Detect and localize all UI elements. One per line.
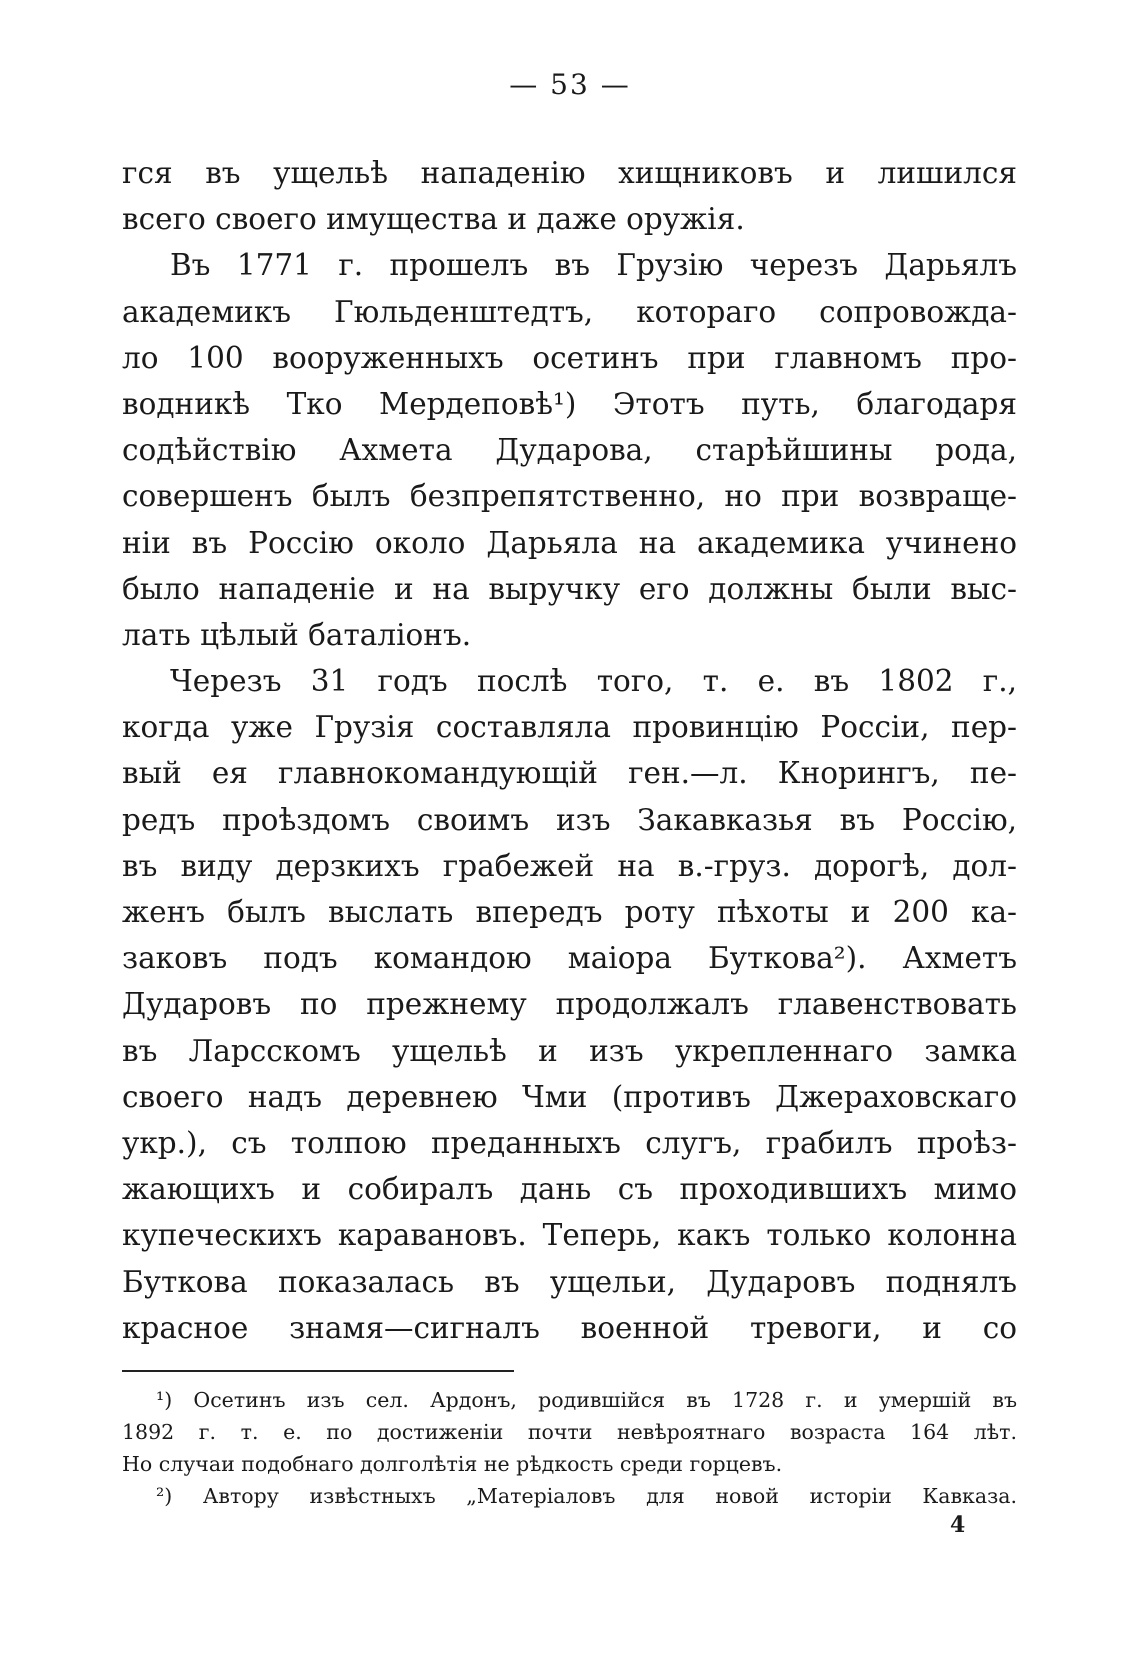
text-line: всего своего имущества и даже оружія.	[122, 202, 745, 237]
text-line: ло 100 вооруженныхъ осетинъ при главномъ про-	[122, 340, 1017, 375]
text-line: купеческихъ каравановъ. Теперь, какъ только колонна	[122, 1218, 1017, 1253]
text-line: ніи въ Россію около Дарьяла на академика учинено	[122, 525, 1017, 560]
text-line: Буткова показалась въ ущельи, Дударовъ поднялъ	[122, 1264, 1017, 1299]
text-line: женъ былъ выслать впередъ роту пѣхоты и 200 ка-	[122, 895, 1017, 929]
text-line: было нападеніе и на выручку его должны были выс-	[122, 571, 1017, 606]
footnote-line: ¹) Осетинъ изъ сел. Ардонъ, родившійся въ 1728 г. и умершій въ	[156, 1388, 1017, 1412]
text-line: совершенъ былъ безпрепятственно, но при возвраще-	[122, 479, 1017, 514]
body-text	[122, 150, 1017, 1351]
text-line: когда уже Грузія составляла провинцію Россіи, пер-	[122, 710, 1017, 745]
text-line: Въ 1771 г. прошелъ въ Грузію черезъ Дарьялъ	[170, 248, 1017, 283]
footnote-line: ²) Автору извѣстныхъ „Матеріаловъ для новой исторіи Кавказа.	[156, 1484, 1017, 1508]
text-line: лать цѣлый баталіонъ.	[122, 617, 472, 652]
footnote-line: Но случаи подобнаго долголѣтія не рѣдкость среди горцевъ.	[122, 1452, 783, 1476]
footnotes	[122, 1384, 1017, 1512]
text-line: своего надъ деревнею Чми (противъ Джераховскаго	[122, 1079, 1017, 1114]
text-line: въ Ларсскомъ ущельѣ и изъ укрепленнаго замка	[122, 1033, 1017, 1068]
text-line: заковъ подъ командою маіора Буткова²). Ахметъ	[122, 941, 1017, 976]
text-line: академикъ Гюльденштедтъ, котораго сопровожда-	[122, 294, 1017, 329]
text-line: вый ея главнокомандующій ген.—л. Кнорингъ, пе-	[122, 756, 1017, 791]
footnote-divider	[122, 1370, 514, 1372]
text-line: редъ проѣздомъ своимъ изъ Закавказья въ Россію,	[122, 802, 1017, 837]
text-line: жающихъ и собиралъ дань съ проходившихъ мимо	[122, 1172, 1017, 1207]
text-line: Черезъ 31 годъ послѣ того, т. е. въ 1802 г.,	[170, 664, 1017, 699]
text-line: содѣйствію Ахмета Дударова, старѣйшины рода,	[122, 433, 1017, 468]
text-line: Дударовъ по прежнему продолжалъ главенствовать	[122, 987, 1017, 1022]
text-line: гся въ ущельѣ нападенію хищниковъ и лишился	[122, 156, 1017, 190]
footnote-line: 1892 г. т. е. по достиженіи почти невѣроятнаго возраста 164 лѣт.	[122, 1420, 1017, 1444]
text-line: укр.), съ толпою преданныхъ слугъ, грабилъ проѣз-	[122, 1125, 1017, 1160]
text-line: въ виду дерзкихъ грабежей на в.-груз. дорогѣ, дол-	[122, 848, 1017, 883]
signature-mark: 4	[950, 1512, 966, 1538]
page-number: — 53 —	[509, 68, 631, 101]
text-line: водникѣ Тко Мердеповѣ¹) Этотъ путь, благодаря	[122, 386, 1017, 421]
text-line: красное знамя—сигналъ военной тревоги, и со	[122, 1310, 1017, 1345]
